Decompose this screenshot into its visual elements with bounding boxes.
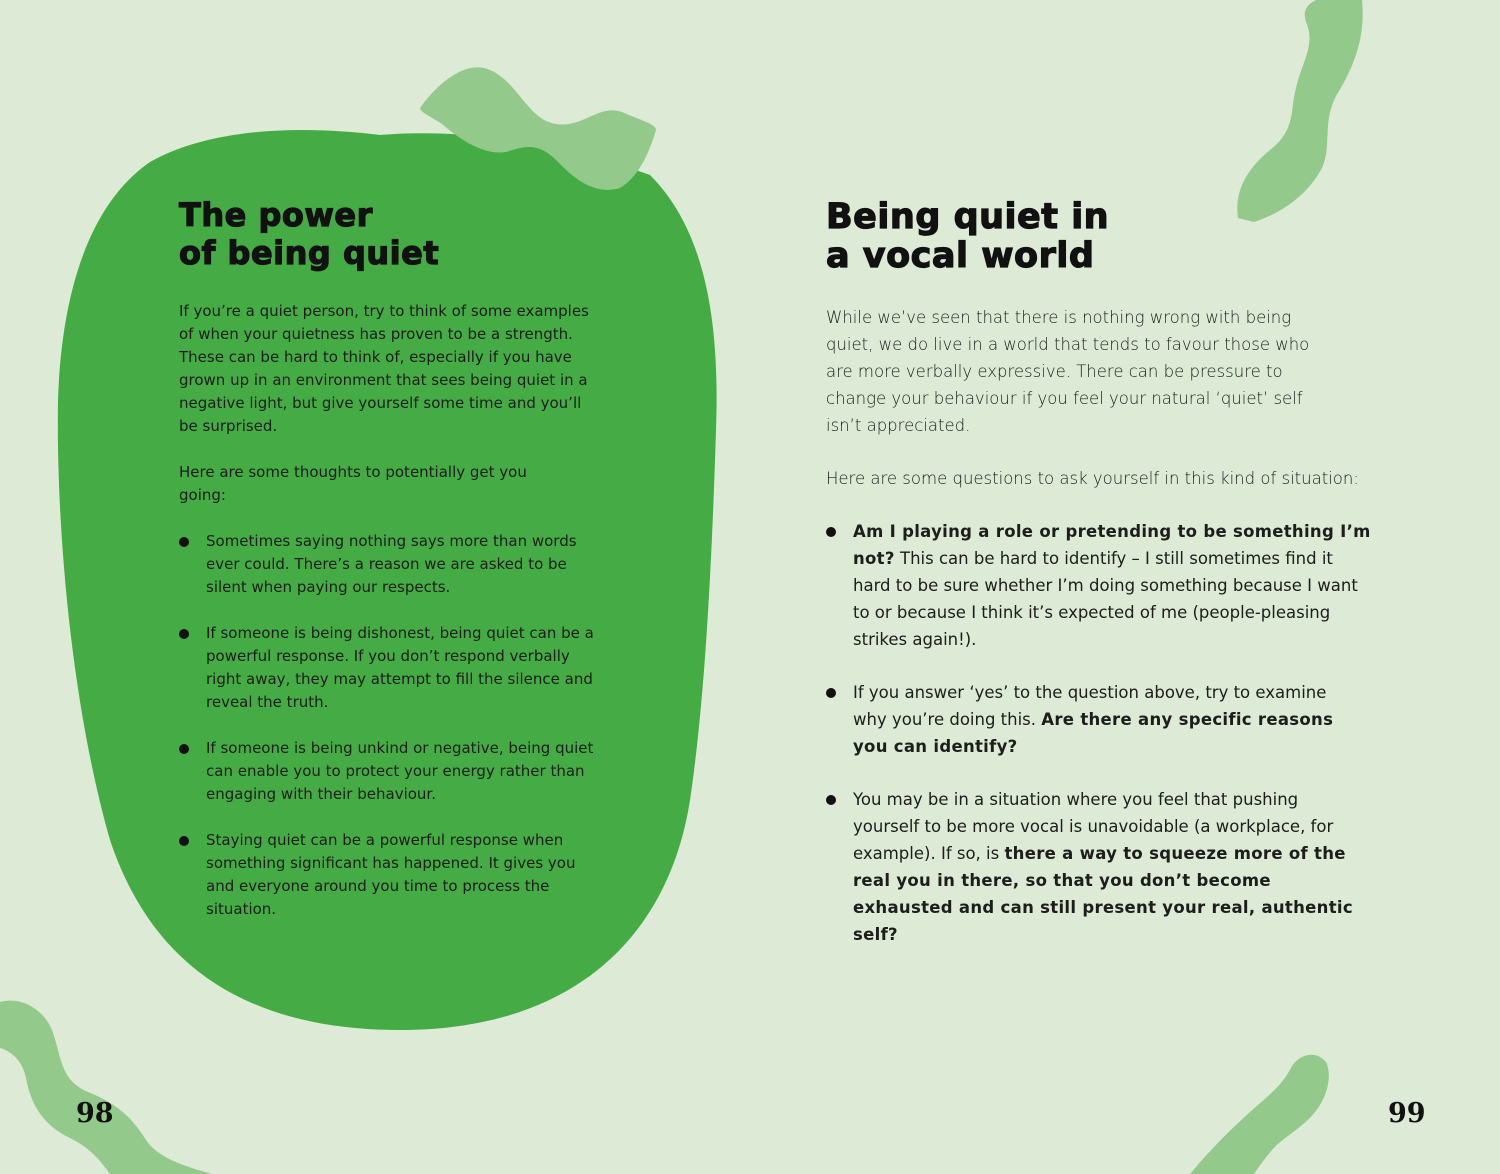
- right-page-title: [826, 198, 1156, 276]
- list-item-text: Sometimes saying nothing says more than words ever could. There’s a reason we are asked to be silent when paying our respects.: [206, 532, 577, 596]
- bullet-icon: [179, 537, 189, 547]
- list-item-bold-text: there a way to squeeze more of the real you in there, so that you don’t become exhausted and can still present your real, authentic self?: [853, 844, 1353, 944]
- left-title-line2: of being quiet: [179, 234, 440, 272]
- list-item-text: If you answer ‘yes’ to the question above, try to examine why you’re doing this.: [853, 683, 1327, 729]
- right-title-line2: a vocal world: [826, 236, 1095, 276]
- bullet-icon: [179, 744, 189, 754]
- bullet-icon: [179, 836, 189, 846]
- list-item-bold-text: Are there any specific reasons you can identify?: [853, 710, 1334, 756]
- left-page-column: [179, 196, 599, 921]
- bullet-icon: [826, 688, 836, 698]
- list-item-text: Staying quiet can be a powerful response when something significant has happened. It gives you and everyone around you time to process the situation.: [206, 831, 576, 918]
- list-item: [179, 622, 599, 714]
- bullet-icon: [826, 795, 836, 805]
- list-item-text: If someone is being dishonest, being quiet can be a powerful response. If you don’t respond verbally right away, they may attempt to fill the silence and reveal the truth.: [206, 624, 594, 711]
- list-item-bold-text: Am I playing a role or pretending to be something I’m not?: [853, 522, 1371, 568]
- list-item: [179, 530, 599, 599]
- right-title-line1: Being quiet in: [826, 197, 1110, 237]
- right-bullet-list: [826, 518, 1386, 948]
- squiggle-top-right: [1237, 0, 1362, 222]
- left-intro-paragraph: If you’re a quiet person, try to think of some examples of when your quietness has proven to be a strength. These can be hard to think of, especially if you have grown up in an environment that sees being quiet in a negative light, but give yourself some time and you’ll be surprised.: [179, 302, 589, 435]
- right-lead-paragraph: Here are some questions to ask yourself in this kind of situation:: [826, 469, 1359, 488]
- list-item-text: You may be in a situation where you feel that pushing yourself to be more vocal is unavoidable (a workplace, for example). If so, is: [853, 790, 1334, 863]
- list-item-text: If someone is being unkind or negative, being quiet can enable you to protect your energy rather than engaging with their behaviour.: [206, 739, 594, 803]
- list-item: [826, 518, 1373, 653]
- list-item: [826, 679, 1353, 760]
- left-title-line1: The power: [179, 196, 373, 234]
- list-item: [179, 829, 599, 921]
- bullet-icon: [179, 629, 189, 639]
- squiggle-bottom-right: [1190, 1055, 1329, 1174]
- right-intro-paragraph: While we’ve seen that there is nothing wrong with being quiet, we do live in a world that tends to favour those who are more verbally expressive. There can be pressure to change your behaviour if you feel your natural ‘quiet’ self isn’t appreciated.: [826, 308, 1310, 435]
- left-bullet-list: [179, 530, 599, 921]
- right-page-column: [826, 196, 1386, 948]
- list-item: [826, 786, 1353, 948]
- page-number-right: 99: [1388, 1098, 1426, 1129]
- list-item-text: This can be hard to identify – I still sometimes find it hard to be sure whether I’m doing something because I want to or because I think it’s expected of me (people-pleasing strikes again!).: [853, 549, 1358, 649]
- left-page-title: [179, 196, 509, 272]
- list-item: [179, 737, 599, 806]
- bullet-icon: [826, 527, 836, 537]
- squiggle-bottom-left: [0, 1001, 212, 1174]
- page-number-left: 98: [76, 1098, 114, 1129]
- left-lead-paragraph: Here are some thoughts to potentially get you going:: [179, 463, 527, 504]
